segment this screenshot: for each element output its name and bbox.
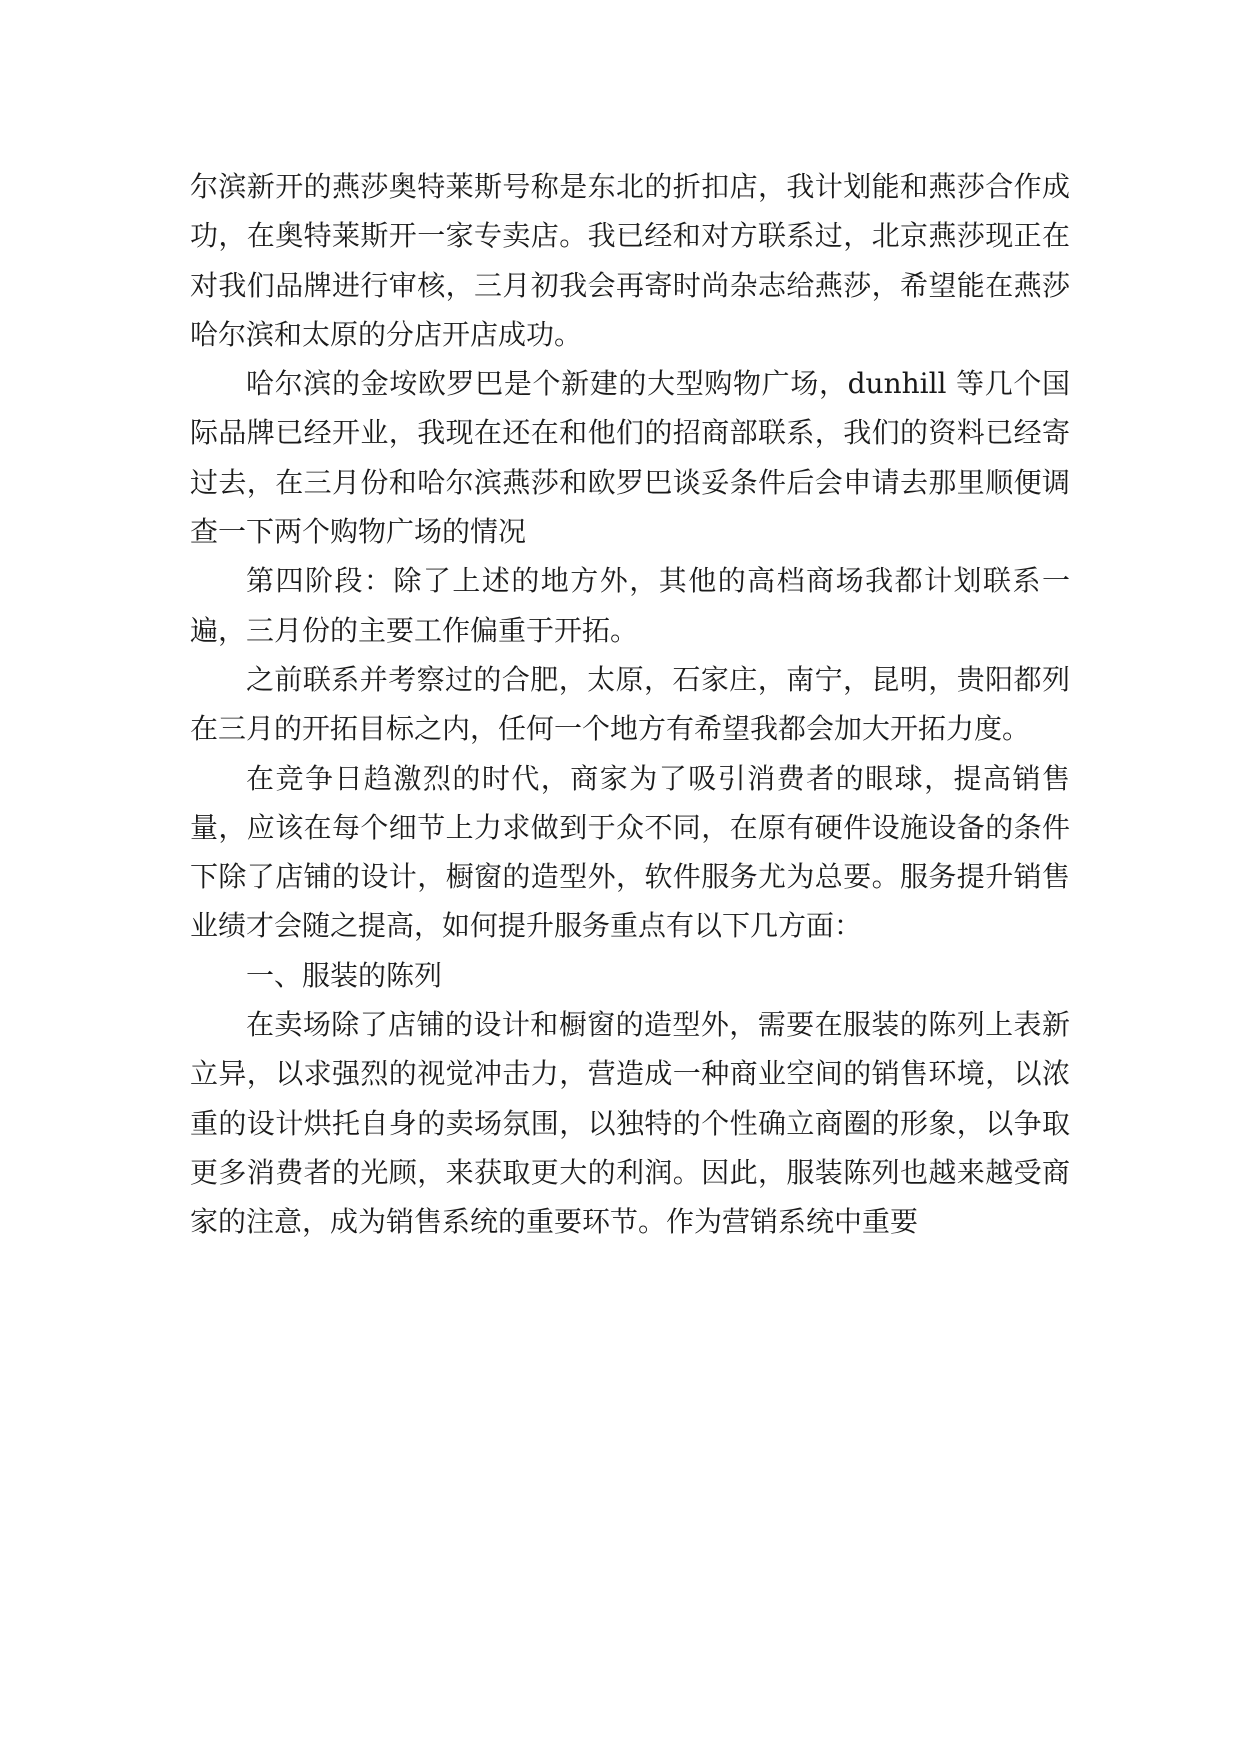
paragraph-stage-four: 第四阶段：除了上述的地方外，其他的高档商场我都计划联系一遍，三月份的主要工作偏重于开拓。 [190, 564, 1070, 647]
paragraph-target-cities: 之前联系并考察过的合肥，太原，石家庄，南宁，昆明，贵阳都列在三月的开拓目标之内，任何一个地方有希望我都会加大开拓力度。 [190, 662, 1070, 746]
paragraph-yansha-outlets: 尔滨新开的燕莎奥特莱斯号称是东北的折扣店，我计划能和燕莎合作成功，在奥特莱斯开一家专卖店。我已经和对方联系过，北京燕莎现正在对我们品牌进行审核，三月初我会再寄时尚杂志给燕莎，希望能在燕莎哈尔滨和太原的分店开店成功。 [190, 170, 1070, 351]
section-heading-clothing-display: 一、服装的陈列 [246, 958, 443, 992]
paragraph-clothing-display: 在卖场除了店铺的设计和橱窗的造型外，需要在服装的陈列上表新立异，以求强烈的视觉冲击力，营造成一种商业空间的销售环境，以浓重的设计烘托自身的卖场氛围，以独特的个性确立商圈的形象，以争取更多消费者的光顾，来获取更大的利润。因此，服装陈列也越来越受商家的注意，成为销售系统的重要环节。作为营销系统中重要 [190, 1008, 1070, 1239]
document-body [190, 162, 1070, 1247]
paragraph-service-improvement: 在竞争日趋激烈的时代，商家为了吸引消费者的眼球，提高销售量，应该在每个细节上力求做到于众不同，在原有硬件设施设备的条件下除了店铺的设计，橱窗的造型外，软件服务尤为总要。服务提升销售业绩才会随之提高，如何提升服务重点有以下几方面： [190, 761, 1070, 943]
paragraph-europa-mall: 哈尔滨的金垵欧罗巴是个新建的大型购物广场，dunhill 等几个国际品牌已经开业，我现在还在和他们的招商部联系，我们的资料已经寄过去，在三月份和哈尔滨燕莎和欧罗巴谈妥条件后会申请去那里顺便调查一下两个购物广场的情况 [190, 367, 1070, 549]
